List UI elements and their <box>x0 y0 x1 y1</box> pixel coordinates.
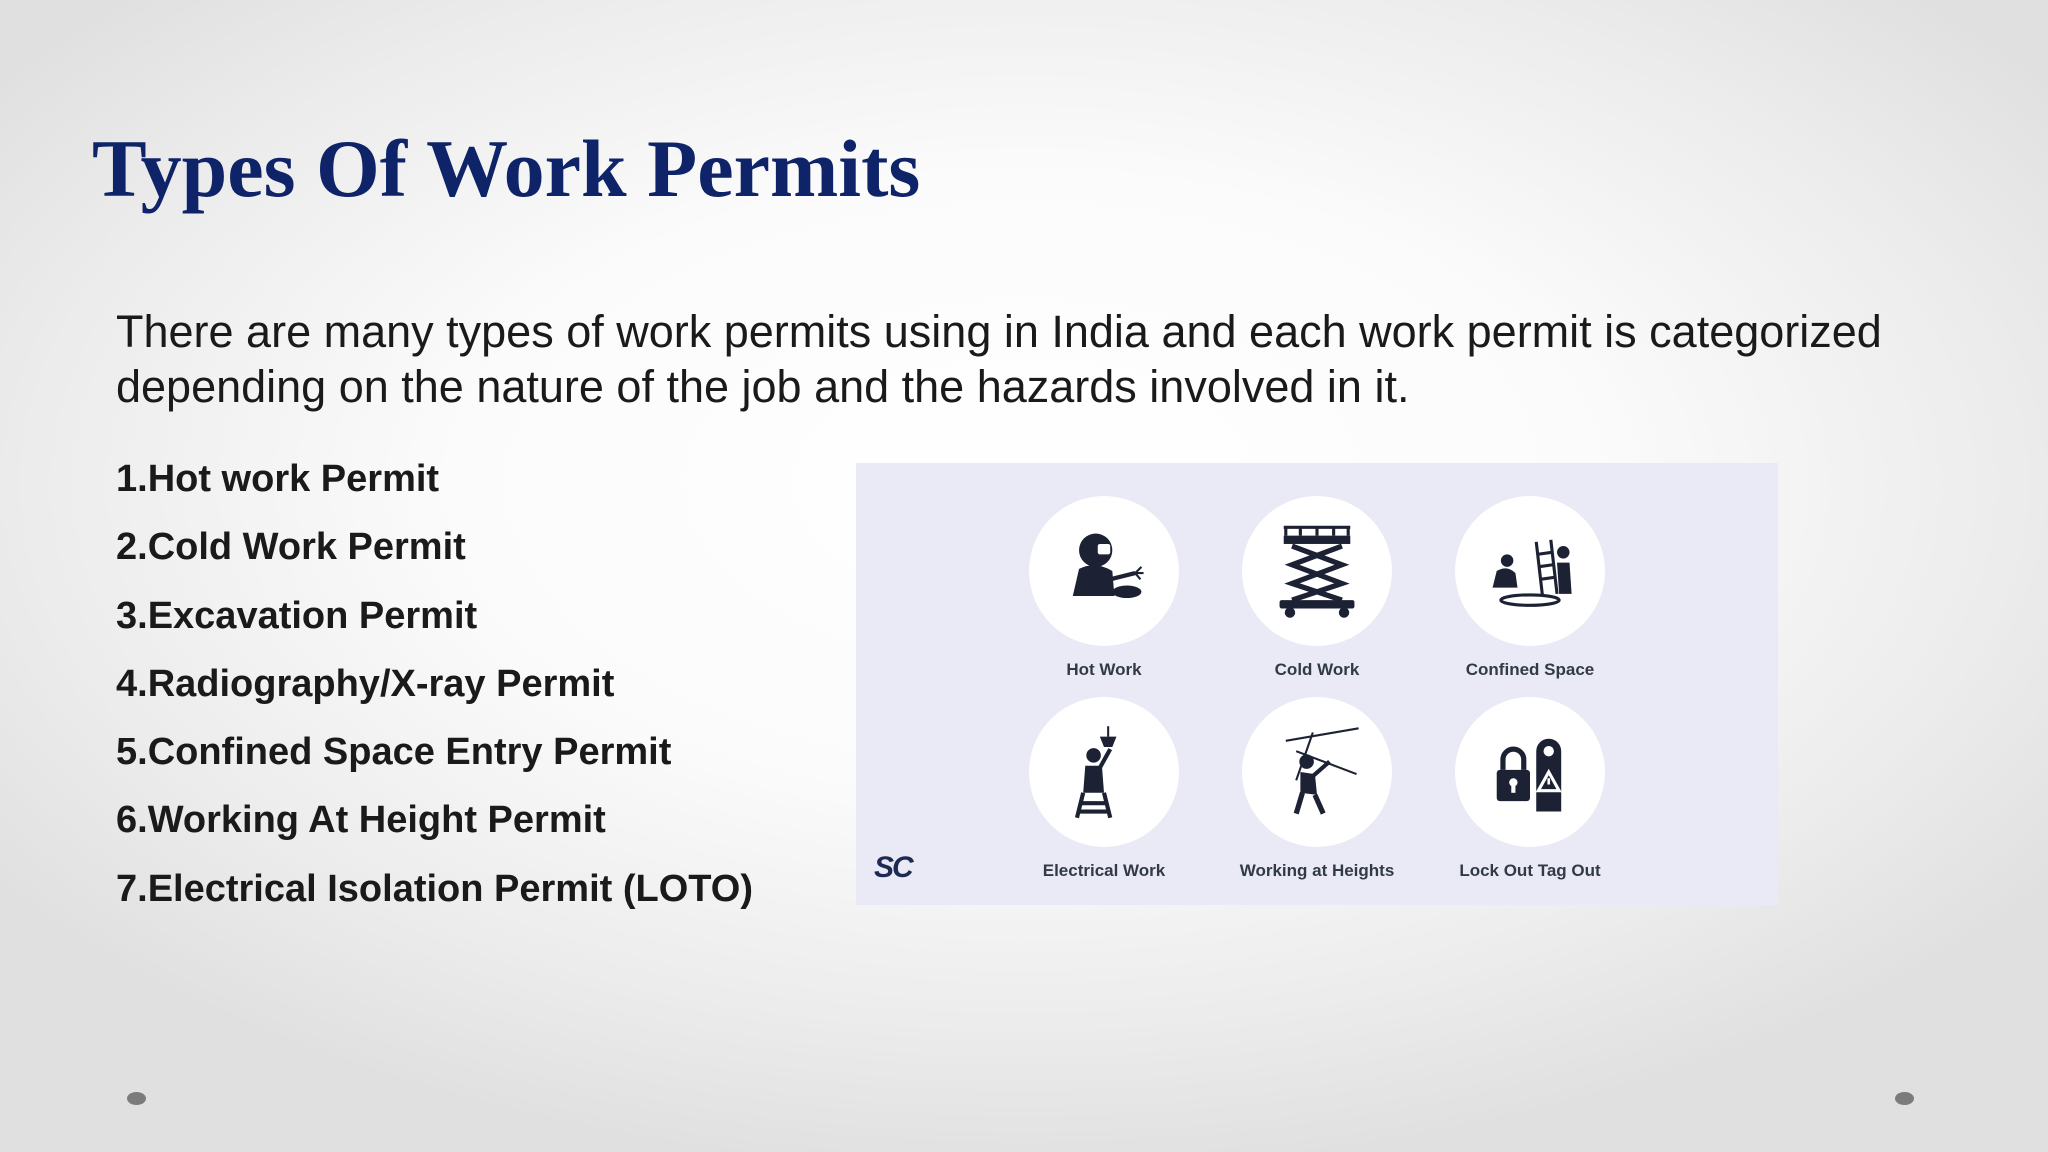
tile-label: Cold Work <box>1274 660 1360 679</box>
slide-title: Types Of Work Permits <box>92 123 921 214</box>
permit-item: 4.Radiography/X-ray Permit <box>116 662 615 705</box>
confined-space-icon <box>1478 519 1582 623</box>
electrician-icon <box>1052 720 1156 824</box>
decorative-dot <box>127 1092 146 1105</box>
tile-label: Lock Out Tag Out <box>1459 861 1601 880</box>
permit-item: 7.Electrical Isolation Permit (LOTO) <box>116 867 754 910</box>
permit-list <box>116 456 753 934</box>
tile-label: Electrical Work <box>1042 861 1166 880</box>
decorative-dot <box>1895 1092 1914 1105</box>
lockout-tag-icon <box>1478 720 1582 824</box>
welder-icon <box>1052 519 1156 623</box>
hot-work-tile <box>1004 496 1204 680</box>
sc-logo: SC <box>874 851 912 884</box>
confined-space-tile <box>1430 496 1630 680</box>
lock-out-tag-out-tile <box>1430 697 1630 881</box>
tile-label: Hot Work <box>1066 660 1142 679</box>
tile-label: Confined Space <box>1465 660 1595 679</box>
cold-work-tile <box>1217 496 1417 680</box>
permit-item: 5.Confined Space Entry Permit <box>116 731 672 774</box>
permit-item: 3.Excavation Permit <box>116 594 478 637</box>
permit-item: 1.Hot work Permit <box>116 458 440 500</box>
electrical-work-tile <box>1004 697 1204 881</box>
permit-item: 2.Cold Work Permit <box>116 526 466 569</box>
permit-item: 6.Working At Height Permit <box>116 799 606 842</box>
climber-icon <box>1265 720 1369 824</box>
scissor-lift-icon <box>1265 519 1369 623</box>
tile-label: Working at Heights <box>1239 861 1395 880</box>
permit-types-illustration <box>856 463 1778 905</box>
working-at-heights-tile <box>1217 697 1417 881</box>
intro-paragraph: There are many types of work permits using in India and each work permit is categorized depending on the nature of the job and the hazards involved in it. <box>116 306 1882 412</box>
